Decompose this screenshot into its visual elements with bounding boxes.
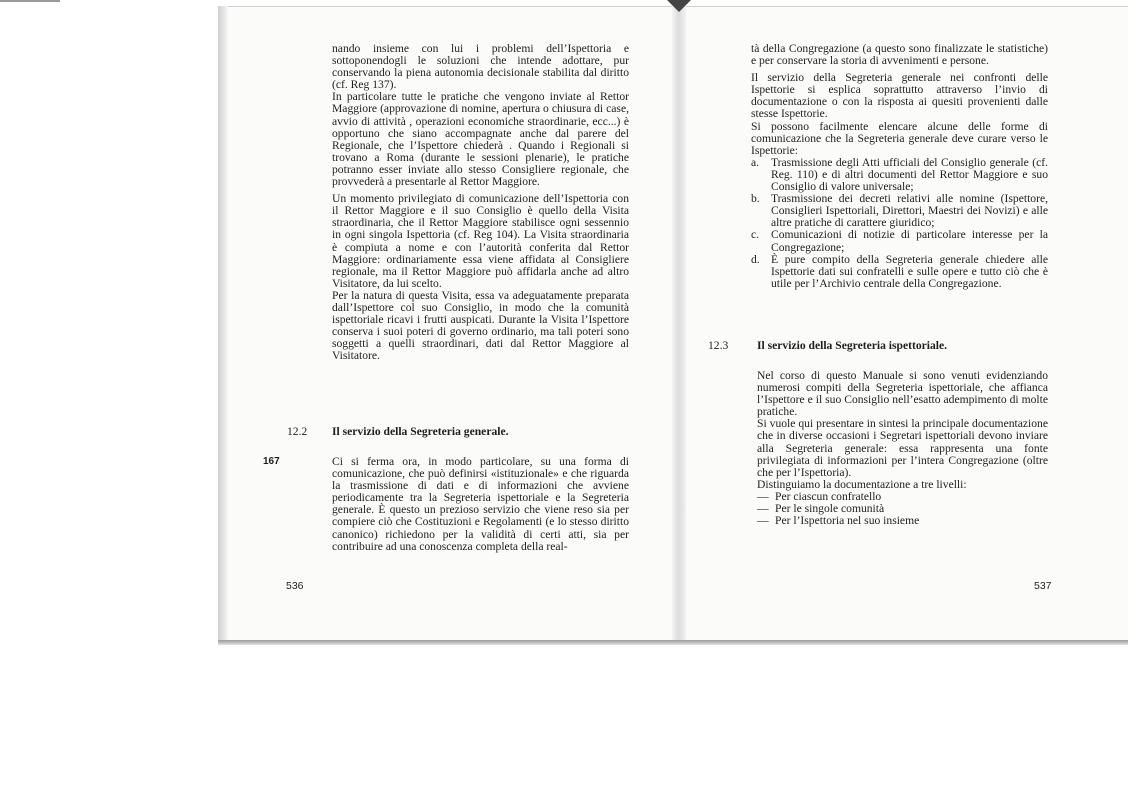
page-bottom-edge — [218, 640, 1128, 645]
list-marker: d. — [751, 252, 760, 266]
paragraph: Per la natura di questa Visita, essa va adeguatamente preparata dall’Ispettore col suo Consiglio, in modo che la comunità ispettoriale ricavi i frutti auspicati. Durante la Visita l’Ispettore conserva i suoi poteri di governo ordinario, ma tali poteri sono soggetti a quelli straordinari, dati dal Rettor Maggiore al Visitatore. — [332, 288, 629, 363]
section-number: 12.3 — [708, 339, 729, 352]
right-page-body — [751, 43, 1048, 290]
scan-edge — [0, 0, 60, 2]
list-item — [751, 254, 1048, 290]
paragraph: Nel corso di questo Manuale si sono venuti evidenziando numerosi compiti della Segreteria ispettoriale, che affianca l’Ispettore e il suo Consiglio nell’esatto adempimento di molte pratiche. — [757, 369, 1048, 419]
list-item — [751, 157, 1048, 193]
list-marker: c. — [751, 228, 760, 242]
paragraph: Un momento privilegiato di comunicazione dell’Ispettoria con il Rettor Maggiore e il suo Consiglio è quello della Visita straordinaria, che il Rettor Maggiore stabilisce ogni sessennio in ogni singola Ispettoria (cf. Reg 104). La Visita straordinaria è compiuta a nome e con l’autorità conferita dal Rettor Maggiore: ordinariamente essa viene affidata al Consigliere regionale, ma il Rettor Maggiore può affidarla anche ad altro Visitatore, da lui scelto. — [332, 192, 629, 290]
list-marker: — — [757, 489, 769, 503]
list-item-text: Per ciascun confratello — [775, 489, 882, 503]
list-item-text: Per le singole comunità — [775, 502, 885, 516]
page-number: 537 — [1034, 580, 1052, 592]
binding-mark — [667, 0, 691, 12]
page-number: 536 — [286, 580, 304, 592]
page-edge-shadow — [218, 6, 228, 642]
left-section-body — [332, 456, 629, 553]
paragraph: Si vuole qui presentare in sintesi la principale documentazione che in diverse occasioni i Segretari ispettoriali devono inviare alla Segreteria generale: essa rappresenta una fonte privilegiata di informazioni per l’intera Congregazione (oltre che per l’Ispettoria). — [757, 417, 1048, 479]
right-section-body — [757, 370, 1048, 527]
list-item-text: Per l’Ispettoria nel suo insieme — [775, 514, 920, 528]
list-item-text: Trasmissione degli Atti ufficiali del Consiglio generale (cf. Reg. 110) e di altri documenti del Rettor Maggiore e suo Consiglio di valore universale; — [771, 155, 1048, 194]
margin-number: 167 — [263, 456, 280, 467]
communication-list — [751, 157, 1048, 290]
list-marker: — — [757, 514, 769, 528]
book-gutter — [672, 6, 686, 642]
list-item — [757, 515, 1048, 527]
paragraph: nando insieme con lui i problemi dell’Ispettoria e sottoponendogli le soluzioni che intende adottare, pur conservando la piena autonomia decisionale stabilita dal diritto (cf. Reg 137). — [332, 42, 629, 92]
levels-list — [757, 491, 1048, 527]
section-heading: Il servizio della Segreteria ispettoriale. — [757, 339, 948, 352]
paragraph: Ci si ferma ora, in modo particolare, su una forma di comunicazione, che può definirsi «istituzionale» e che riguarda la trasmissione di dati e di informazioni che avviene periodicamente tra la Segreteria ispettoriale e la Segreteria generale. È questo un prezioso servizio che viene reso sia per compiere ciò che Costituzioni e Regolamenti (e lo stesso diritto canonico) richiedono per la validità di certi atti, sia per contribuire ad una conoscenza completa della real- — [332, 455, 629, 553]
list-item — [751, 193, 1048, 229]
paragraph: In particolare tutte le pratiche che vengono inviate al Rettor Maggiore (approvazione di nomine, apertura o chiusura di case, avvio di attività , operazioni economiche straordinarie, ecc...) è opportuno che siano accompagnate anche dal parere del Regionale, che l’Ispettore chiederà . Quando i Regionali si trovano a Roma (durante le sessioni plenarie), le pratiche potranno esser inviate allo stesso Consigliere regionale, che provvederà a presentarle al Rettor Maggiore. — [332, 90, 629, 189]
list-item — [751, 229, 1048, 253]
left-page-body — [332, 43, 629, 362]
paragraph: Si possono facilmente elencare alcune delle forme di comunicazione che la Segreteria generale deve curare verso le Ispettorie: — [751, 119, 1048, 157]
list-item-text: Trasmissione dei decreti relativi alle nomine (Ispettore, Consiglieri Ispettoriali, Direttori, Maestri dei Novizi) e alle altre pratiche di carattere giuridico; — [771, 192, 1048, 230]
section-number: 12.2 — [287, 425, 308, 438]
paragraph: Il servizio della Segreteria generale nei confronti delle Ispettorie si esplica soprattutto attraverso l’invio di documentazione o con la risposta ai quesiti provenienti dalle stesse Ispettorie. — [751, 71, 1048, 121]
list-marker: — — [757, 502, 769, 516]
paragraph: Distinguiamo la documentazione a tre livelli: — [757, 477, 967, 491]
list-marker: a. — [751, 155, 760, 169]
list-item-text: È pure compito della Segreteria generale chiedere alle Ispettorie dati sui confratelli e sulle opere e tutto ciò che è utile per l’Archivio centrale della Congregazione. — [771, 252, 1048, 290]
list-item-text: Comunicazioni di notizie di particolare interesse per la Congregazione; — [771, 228, 1048, 254]
list-marker: b. — [751, 192, 760, 206]
section-heading: Il servizio della Segreteria generale. — [332, 425, 509, 438]
paragraph: tà della Congregazione (a questo sono finalizzate le statistiche) e per conservare la storia di avvenimenti e persone. — [751, 42, 1048, 68]
